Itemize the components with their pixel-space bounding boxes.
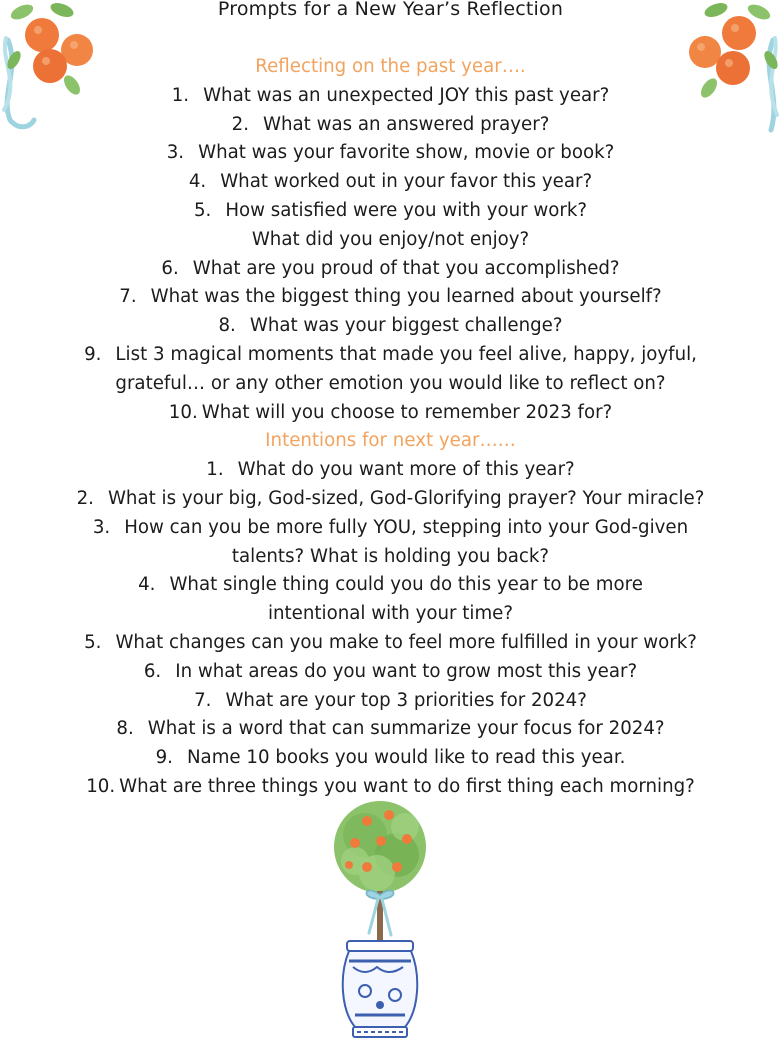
list-item: 10. What are three things you want to do first thing each morning? [86,775,695,797]
list-item: 4. What worked out in your favor this year? [188,171,593,193]
page-title: Prompts for a New Year’s Reflection [217,0,564,20]
list-item-continuation: intentional with your time? [267,603,514,625]
list-item-continuation: grateful… or any other emotion you would like to reflect on? [115,372,666,394]
list-item: 1. What do you want more of this year? [206,459,575,481]
list-item: 3. What was your favorite show, movie or book? [166,142,615,164]
list-item: 8. What was your biggest challenge? [218,315,563,337]
list-item: 9. Name 10 books you would like to read this year. [155,747,626,769]
list-item-continuation: talents? What is holding you back? [231,545,550,567]
section-heading: Reflecting on the past year…. [255,56,526,77]
prompt-list [0,53,781,802]
section-heading: Intentions for next year…… [265,430,516,452]
orange-topiary-icon [325,795,435,1044]
list-item: 4. What single thing could you do this year to be more [138,574,643,596]
list-item: 2. What is your big, God-sized, God-Glorifying prayer? Your miracle? [76,487,705,509]
list-item: 7. What are your top 3 priorities for 2024? [194,689,587,711]
list-item: 7. What was the biggest thing you learned about yourself? [119,286,662,308]
list-item: 6. What are you proud of that you accomplished? [161,257,620,279]
list-item: 3. How can you be more fully YOU, stepping into your God-given [92,516,689,538]
list-item: 9. List 3 magical moments that made you feel alive, happy, joyful, [84,343,697,365]
list-item: 6. In what areas do you want to grow most this year? [143,660,638,682]
list-item: 5. What changes can you make to feel more fulfilled in your work? [84,631,697,653]
list-item: 5. How satisfied were you with your work? [193,199,588,221]
list-item: 1. What was an unexpected JOY this past year? [171,84,610,106]
list-item: 10. What will you choose to remember 2023 for? [168,401,613,423]
list-item: 8. What is a word that can summarize your focus for 2024? [116,718,665,740]
list-item: 2. What was an answered prayer? [231,113,550,135]
list-item-continuation: What did you enjoy/not enjoy? [251,228,530,250]
